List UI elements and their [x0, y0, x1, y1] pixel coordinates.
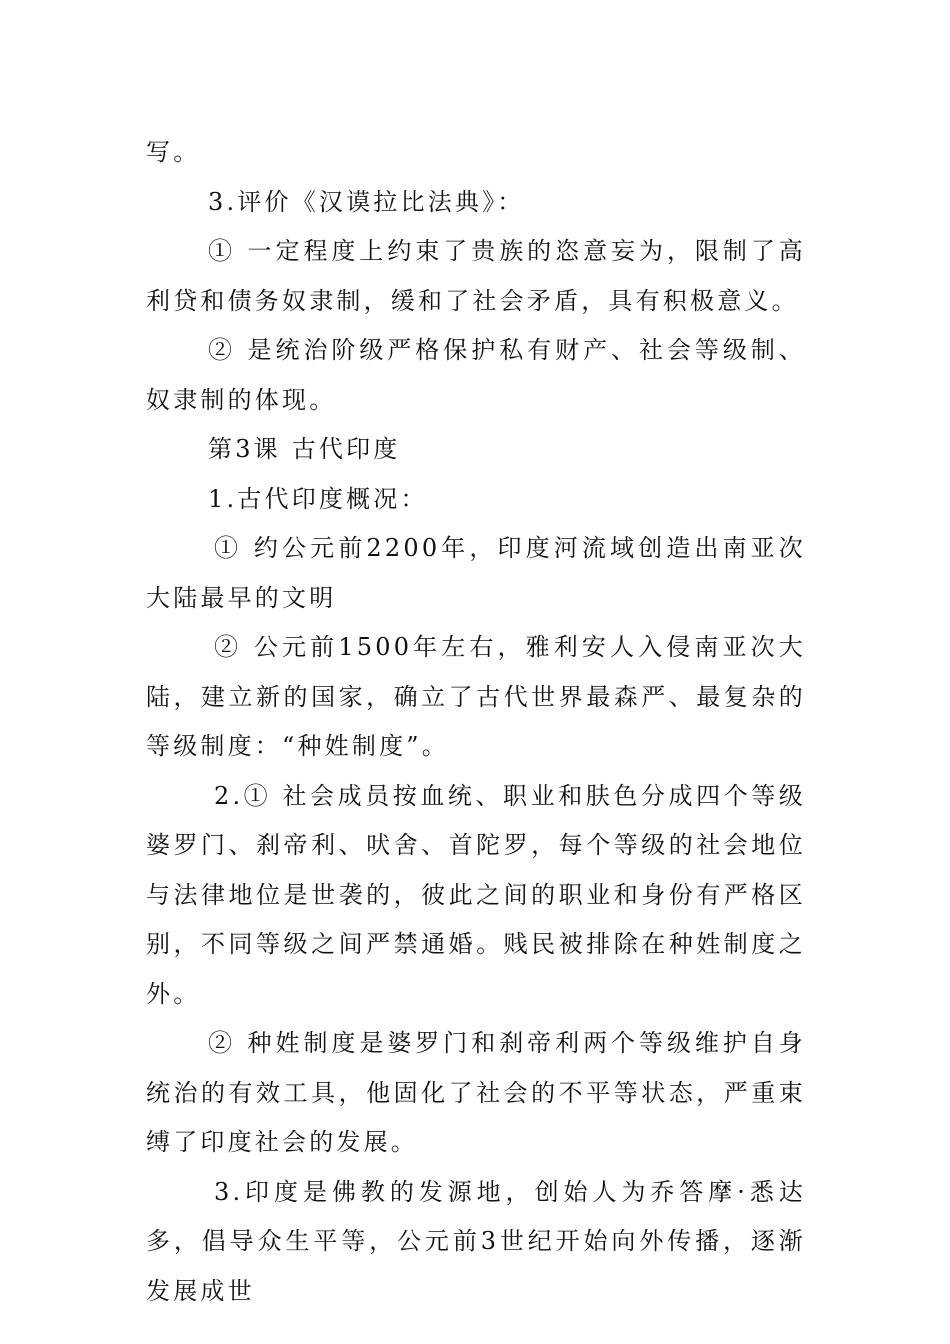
paragraph-hammurabi-point-2: ② 是统治阶级严格保护私有财产、社会等级制、奴隶制的体现。	[146, 336, 806, 414]
document-body	[146, 128, 806, 1316]
paragraph-hammurabi-heading: 3.评价《汉谟拉比法典》：	[208, 187, 525, 216]
paragraph-buddhism: 3.印度是佛教的发源地，创始人为乔答摩·悉达多，倡导众生平等，公元前3世纪开始向外传播，逐渐发展成世	[146, 1177, 806, 1305]
paragraph-india-overview-point-1: ① 约公元前2200年，印度河流域创造出南亚次大陆最早的文明	[146, 534, 806, 612]
paragraph-caste-point-1: 2.① 社会成员按血统、职业和肤色分成四个等级婆罗门、刹帝利、吠舍、首陀罗，每个等级的社会地位与法律地位是世袭的，彼此之间的职业和身份有严格区别，不同等级之间严禁通婚。贱民被排除在种姓制度之外。	[146, 781, 806, 1008]
paragraph-hammurabi-point-1: ① 一定程度上约束了贵族的恣意妄为，限制了高利贷和债务奴隶制，缓和了社会矛盾，具有积极意义。	[146, 237, 806, 315]
lesson-title: 第3课 古代印度	[208, 435, 401, 463]
paragraph-caste-point-2: ② 种姓制度是婆罗门和刹帝利两个等级维护自身统治的有效工具，他固化了社会的不平等状态，严重束缚了印度社会的发展。	[146, 1029, 806, 1156]
paragraph-india-overview-heading: 1.古代印度概况：	[208, 484, 428, 513]
paragraph-india-overview-point-2: ② 公元前1500年左右，雅利安人入侵南亚次大陆，建立新的国家，确立了古代世界最森严、最复杂的等级制度：“种姓制度”。	[146, 633, 806, 760]
paragraph-continuation: 写。	[146, 138, 201, 166]
